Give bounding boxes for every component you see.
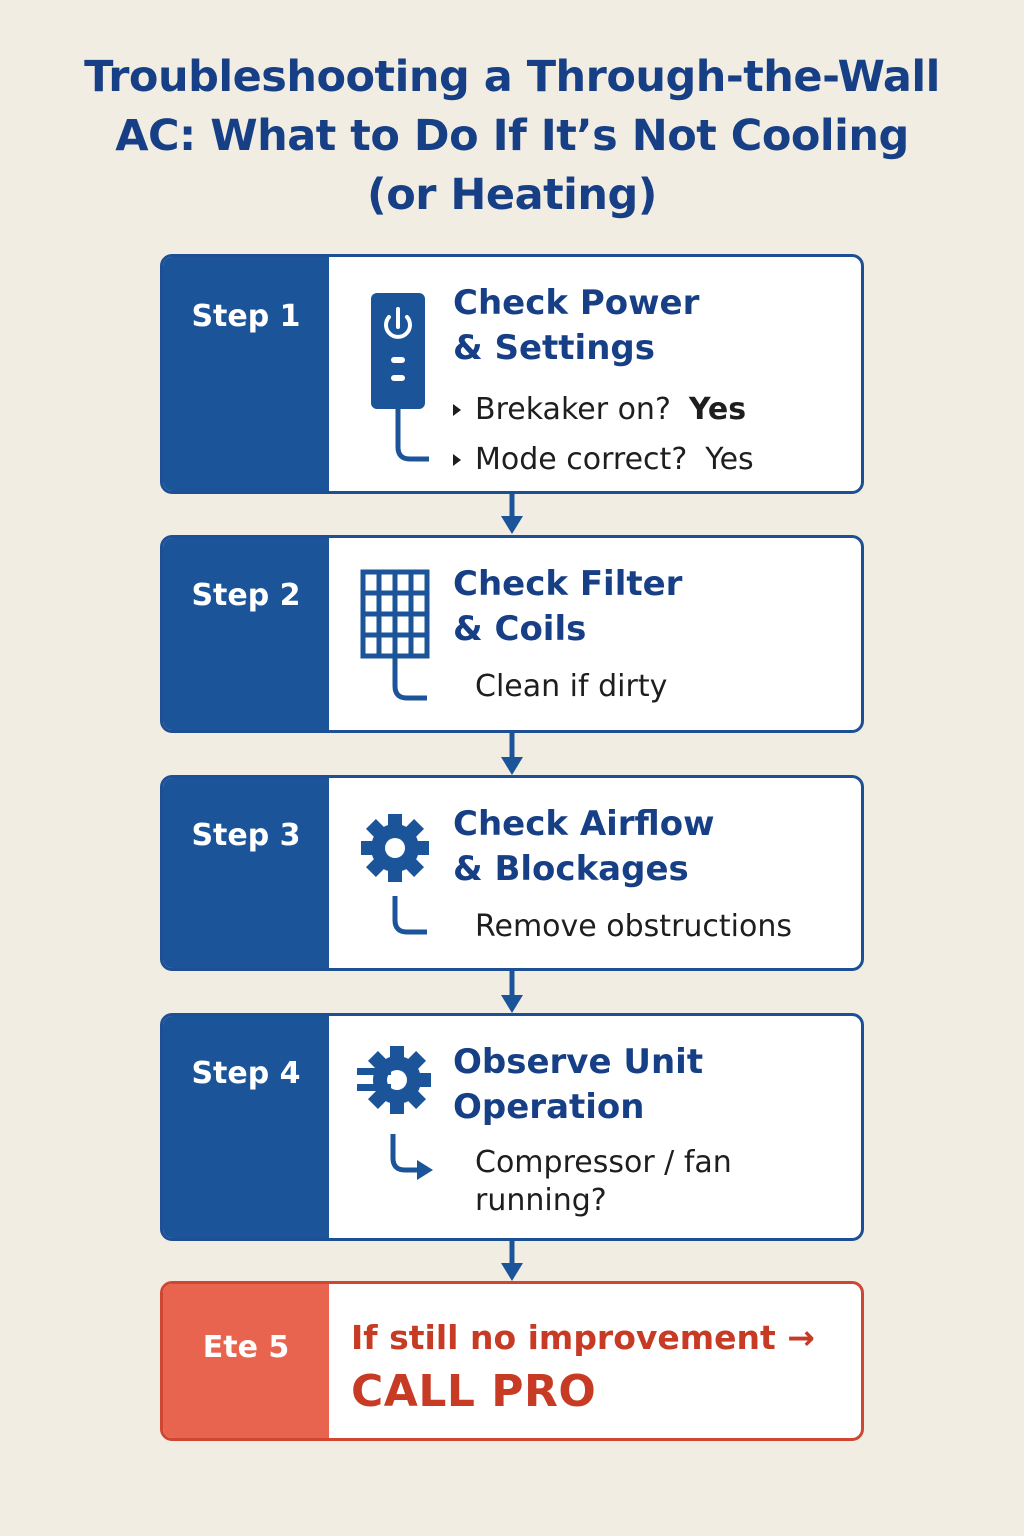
step-3-heading-line-1: Check Airflow — [453, 804, 715, 844]
step-1-label: Step 1 — [191, 299, 301, 334]
step-4-heading-line-1: Observe Unit — [453, 1042, 704, 1082]
bullet-triangle-icon — [453, 404, 461, 416]
checklist-question: Brekaker on? — [475, 392, 671, 427]
call-pro-text: CALL PRO — [351, 1366, 597, 1417]
gear-airflow-icon — [357, 1046, 447, 1196]
step-3-label-panel — [163, 778, 329, 968]
step-4-heading — [453, 1040, 703, 1130]
power-remote-icon — [369, 291, 449, 471]
step-2-label-panel — [163, 538, 329, 730]
filter-grid-icon — [359, 568, 439, 708]
step-1-checklist — [453, 385, 754, 485]
step-2-heading-line-1: Check Filter — [453, 564, 683, 604]
step-5-label-panel — [163, 1284, 329, 1438]
checklist-answer: Yes — [705, 442, 754, 477]
checklist-item-mode — [453, 435, 754, 485]
step-5-message: If still no improvement → — [351, 1318, 815, 1357]
title-line-3: (or Heating) — [367, 170, 657, 220]
step-3-description: Remove obstructions — [475, 909, 793, 944]
step-4-label: Step 4 — [191, 1056, 301, 1091]
step-3-heading — [453, 802, 715, 892]
flow-arrow-4 — [500, 1241, 524, 1283]
title-line-1: Troubleshooting a Through-the-Wall — [84, 52, 940, 102]
flow-arrow-1 — [500, 494, 524, 536]
step-3-card — [160, 775, 864, 971]
checklist-answer: Yes — [688, 392, 747, 427]
step-2-heading-line-2: & Coils — [453, 609, 587, 649]
step-1-label-panel — [163, 257, 329, 491]
step-2-label: Step 2 — [191, 578, 301, 613]
flow-arrow-3 — [500, 971, 524, 1015]
checklist-item-breaker — [453, 385, 754, 435]
step-1-heading — [453, 281, 699, 371]
step-5-label: Ete 5 — [202, 1330, 290, 1365]
step-5-card — [160, 1281, 864, 1441]
step-2-card — [160, 535, 864, 733]
bullet-triangle-icon — [453, 454, 461, 466]
step-1-heading-line-2: & Settings — [453, 328, 655, 368]
gear-icon — [359, 812, 439, 952]
title-line-2: AC: What to Do If It’s Not Cooling — [115, 111, 909, 161]
step-1-heading-line-1: Check Power — [453, 283, 700, 323]
step-4-heading-line-2: Operation — [453, 1087, 645, 1127]
step-4-description — [475, 1144, 732, 1220]
step-1-card — [160, 254, 864, 494]
step-3-label: Step 3 — [191, 818, 301, 853]
step-2-heading — [453, 562, 682, 652]
flow-arrow-2 — [500, 733, 524, 777]
step-4-card — [160, 1013, 864, 1241]
step-3-heading-line-2: & Blockages — [453, 849, 689, 889]
step-4-description-line-1: Compressor / fan — [475, 1145, 732, 1180]
page-title — [40, 48, 984, 225]
step-4-description-line-2: running? — [475, 1183, 607, 1218]
checklist-question: Mode correct? — [475, 442, 688, 477]
step-4-label-panel — [163, 1016, 329, 1238]
step-2-description: Clean if dirty — [475, 669, 668, 704]
